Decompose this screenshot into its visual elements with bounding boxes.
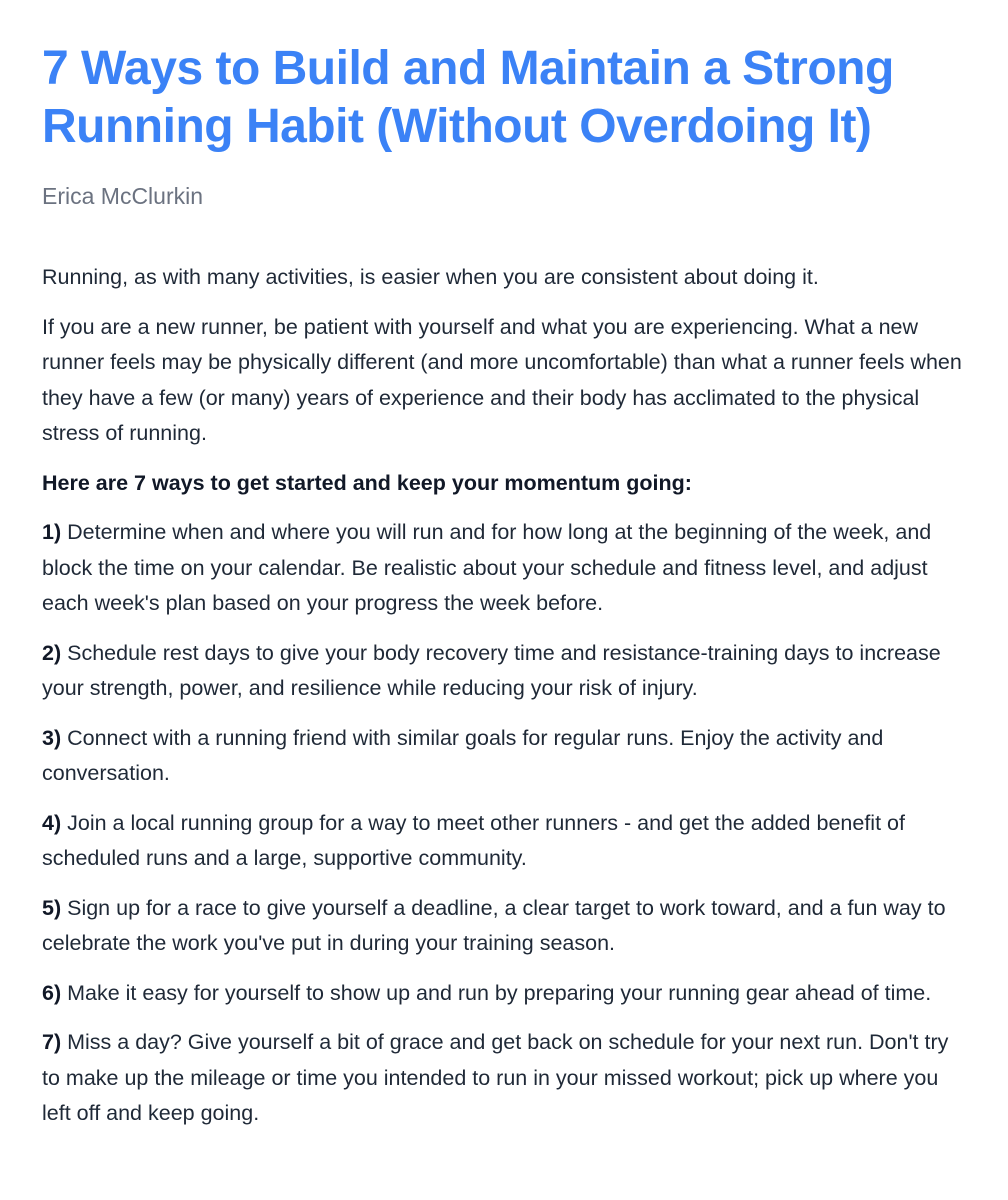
way-text: Determine when and where you will run and for how long at the beginning of the week, and block the time on your calendar. Be realistic about your schedule and fitness level, and adjust each week's plan based on your progress the week before. (42, 520, 932, 615)
way-item-2 (42, 636, 966, 707)
way-item-6 (42, 976, 966, 1012)
way-text: Connect with a running friend with similar goals for regular runs. Enjoy the activity and conversation. (42, 725, 884, 785)
way-number: 7) (42, 1030, 62, 1054)
way-text: Make it easy for yourself to show up and run by preparing your running gear ahead of time. (67, 980, 932, 1005)
way-number: 3) (42, 725, 62, 750)
way-number: 1) (42, 520, 62, 544)
way-text: Sign up for a race to give yourself a deadline, a clear target to work toward, and a fun way to celebrate the work you've put in during your training season. (42, 895, 946, 955)
way-number: 6) (42, 980, 62, 1005)
way-item-5 (42, 891, 966, 962)
way-text: Join a local running group for a way to meet other runners - and get the added benefit of scheduled runs and a large, supportive community. (42, 810, 905, 870)
way-number: 2) (42, 640, 62, 665)
way-item-1 (42, 515, 966, 622)
article-body (42, 260, 966, 1132)
intro-paragraph-1: Running, as with many activities, is easier when you are consistent about doing it. (42, 265, 819, 289)
article-title: 7 Ways to Build and Maintain a Strong Running Habit (Without Overdoing It) (42, 42, 894, 153)
way-item-7 (42, 1025, 966, 1132)
way-number: 5) (42, 895, 62, 920)
way-item-4 (42, 806, 966, 877)
list-lead-in: Here are 7 ways to get started and keep your momentum going: (42, 470, 692, 495)
article-author: Erica McClurkin (42, 183, 204, 209)
intro-paragraph-2: If you are a new runner, be patient with yourself and what you are experiencing. What a new runner feels may be physically different (and more uncomfortable) than what a runner feels when they have a few (or many) years of experience and their body has acclimated to the physical stress of running. (42, 314, 962, 445)
way-text: Schedule rest days to give your body recovery time and resistance-training days to increase your strength, power, and resilience while reducing your risk of injury. (42, 640, 941, 700)
way-item-3 (42, 721, 966, 792)
way-number: 4) (42, 810, 62, 835)
way-text: Miss a day? Give yourself a bit of grace and get back on schedule for your next run. Don't try to make up the mileage or time you intended to run in your missed workout; pick up where you left off and keep going. (42, 1030, 949, 1125)
